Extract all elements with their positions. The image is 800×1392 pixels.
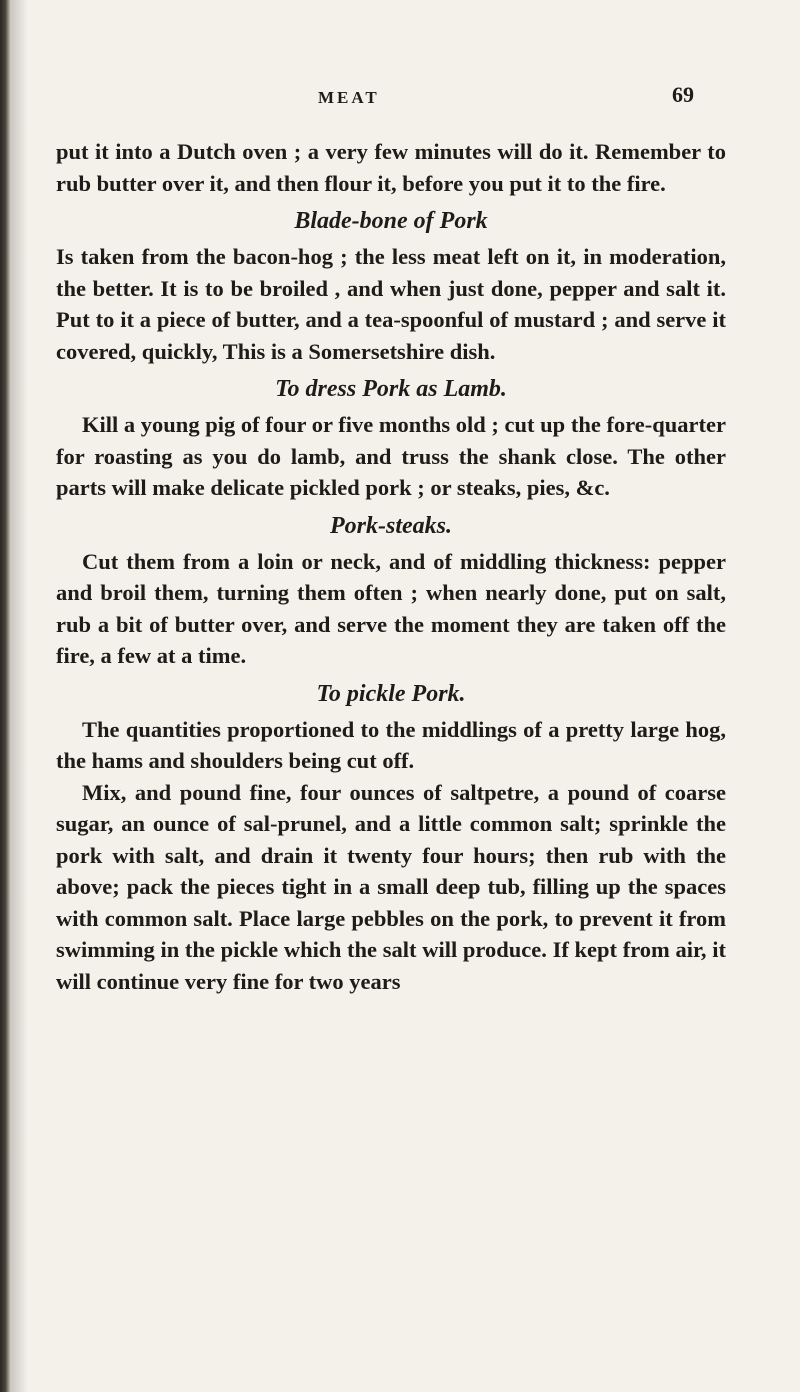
section-paragraph: Kill a young pig of four or five months old ; cut up the fore-quarter for roasting as you do lamb, and truss the shank close. The other parts will make delicate pickled pork ; or steaks, pies, &c. [56,412,726,500]
section-heading-blade-bone: Blade-bone of Pork [294,208,488,234]
book-spine-edge [0,0,10,1392]
page-number: 69 [672,82,694,107]
section-paragraph: Mix, and pound fine, four ounces of saltpetre, a pound of coarse sugar, an ounce of sal-prunel, and a little common salt; sprinkle the pork with salt, and drain it twenty four hours; then rub with the above; pack the pieces tight in a small deep tub, filling up the spaces with common salt. Place large pebbles on the pork, to prevent it from swimming in the pickle which the salt will produce. If kept from air, it will continue very fine for two years [56,779,726,994]
page-text [56,136,726,997]
running-title: MEAT [318,88,380,107]
section-paragraph: Cut them from a loin or neck, and of middling thickness: pepper and broil them, turning them often ; when nearly done, put on salt, rub a bit of butter over, and serve the moment they are taken off the fire, a few at a time. [56,548,726,668]
running-head [0,82,800,112]
section-paragraph: Is taken from the bacon-hog ; the less meat left on it, in moderation, the better. It is to be broiled , and when just done, pepper and salt it. Put to it a piece of butter, and a tea-spoonful of mustard ; and serve it covered, quickly, This is a Somersetshire dish. [56,244,726,364]
section-heading-pickle-pork: To pickle Pork. [316,680,466,707]
section-heading-pork-as-lamb: To dress Pork as Lamb. [275,376,507,402]
section-paragraph: The quantities proportioned to the middlings of a pretty large hog, the hams and shoulders being cut off. [56,716,726,773]
gutter-shadow [10,0,28,1392]
opening-paragraph: put it into a Dutch oven ; a very few minutes will do it. Remember to rub butter over it, and then flour it, before you put it to the fire. [56,139,726,196]
section-heading-pork-steaks: Pork-steaks. [330,512,452,539]
